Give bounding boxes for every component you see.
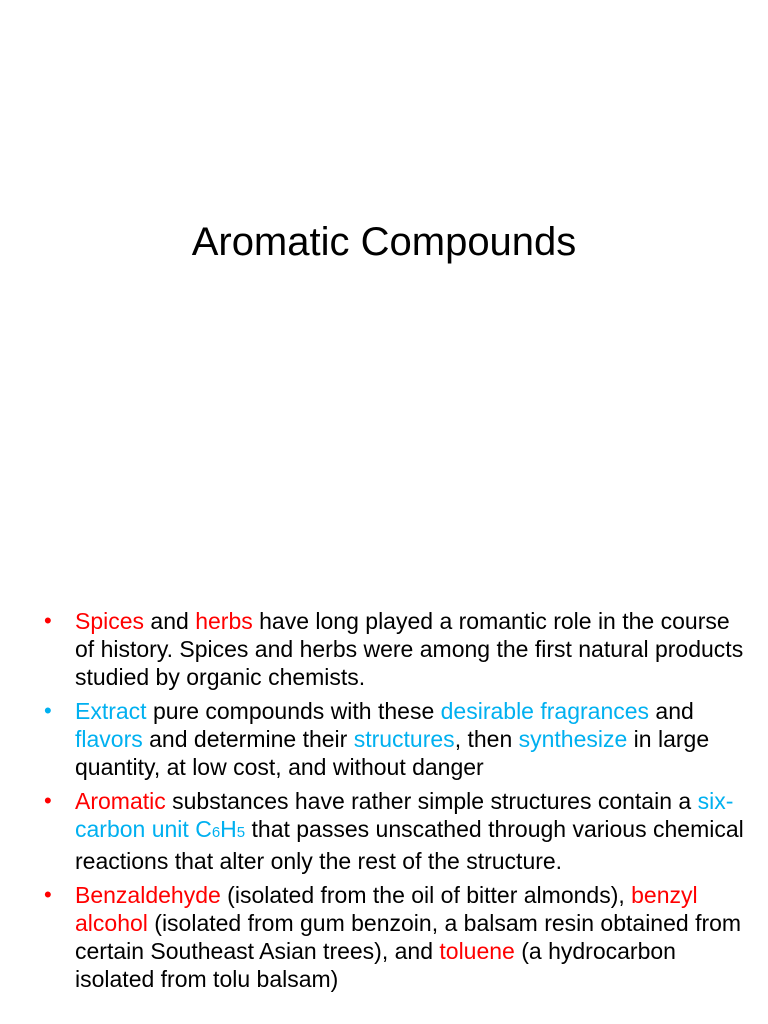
keyword-benzyl-alcohol: benzyl alcohol — [75, 882, 698, 936]
slide-title: Aromatic Compounds — [191, 220, 577, 264]
bullet-item-spices — [44, 607, 744, 691]
keyword-synthesize: synthesize — [518, 726, 628, 752]
keyword-flavors: flavors — [75, 726, 143, 752]
formula-subscript-6: 6 — [211, 824, 221, 841]
keyword-toluene: toluene — [439, 938, 515, 964]
bullet-text: that passes unscathed through various chemical reactions that alter only the rest of the structure. — [75, 816, 744, 874]
bullet-dot-icon: • — [44, 608, 52, 633]
keyword-extract: Extract — [75, 698, 147, 724]
bullet-text: (isolated from the oil of bitter almonds), — [220, 882, 632, 908]
bullet-dot-icon: • — [44, 788, 52, 813]
formula-subscript-5: 5 — [236, 824, 246, 841]
bullet-text: (isolated from gum benzoin, a balsam resin obtained from certain Southeast Asian trees), and — [75, 910, 742, 964]
bullet-item-extract — [44, 697, 744, 781]
bullet-dot-icon: • — [44, 882, 52, 907]
keyword-six-carbon-unit: six-carbon unit C — [75, 788, 734, 842]
keyword-benzaldehyde: Benzaldehyde — [75, 882, 221, 908]
bullet-text: and — [649, 698, 694, 724]
keyword-structures: structures — [353, 726, 455, 752]
formula-h: H — [220, 816, 237, 842]
bullet-text: and — [144, 608, 196, 634]
bullet-text: pure compounds with these — [146, 698, 441, 724]
bullet-text: , then — [454, 726, 519, 752]
bullet-item-aromatic — [44, 787, 744, 875]
bullet-text: substances have rather simple structures contain a — [165, 788, 698, 814]
bullet-item-benzaldehyde — [44, 881, 744, 993]
bullet-list — [44, 607, 744, 999]
bullet-text: have long played a romantic role in the course of history. Spices and herbs were among the first natural products studied by organic chemists. — [75, 608, 744, 690]
keyword-spices: Spices — [75, 608, 145, 634]
bullet-text: (a hydrocarbon isolated from tolu balsam) — [75, 938, 676, 992]
bullet-dot-icon: • — [44, 698, 52, 723]
bullet-text: in large quantity, at low cost, and without danger — [75, 726, 710, 780]
bullet-text: and determine their — [142, 726, 354, 752]
keyword-aromatic: Aromatic — [75, 788, 166, 814]
keyword-desirable-fragrances: desirable fragrances — [440, 698, 650, 724]
keyword-herbs: herbs — [195, 608, 253, 634]
